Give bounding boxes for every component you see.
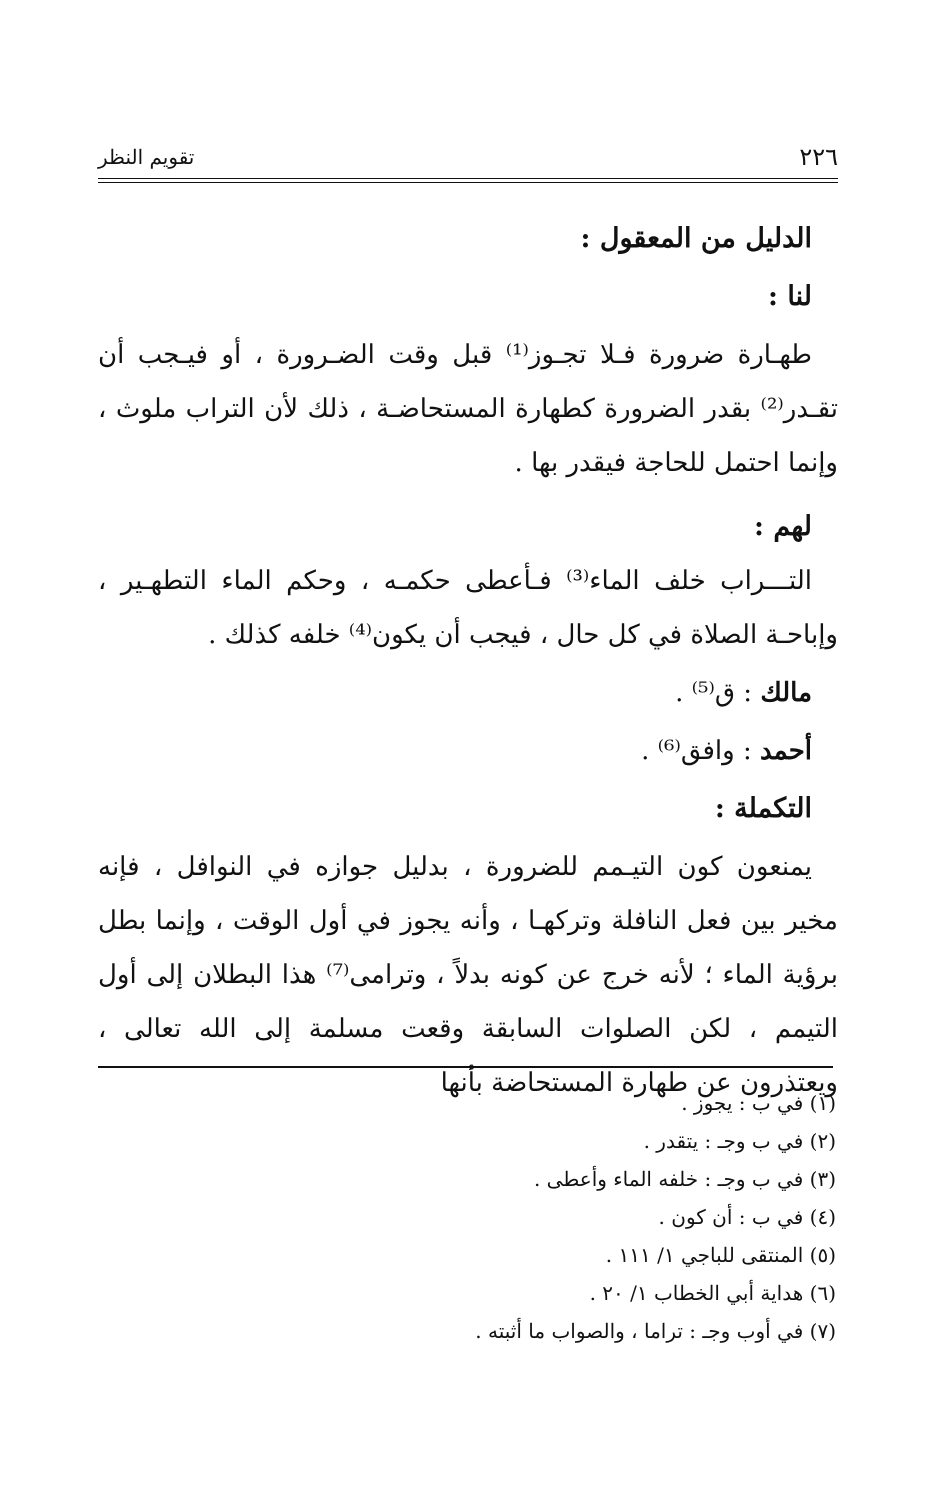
book-title: تقويم النظر (98, 145, 195, 169)
malik-text: : ق⁽⁵⁾ . (675, 678, 761, 708)
heading-rational-evidence: الدليل من المعقول : (580, 223, 812, 254)
heading-their-view: لهم : (753, 511, 812, 542)
header-rule-top (98, 178, 838, 179)
heading-supplement: التكملة : (714, 793, 812, 824)
header-rule-bottom (98, 182, 838, 183)
malik-line (98, 666, 838, 720)
footnote-1: (١) في ب : يجوز . (681, 1091, 836, 1115)
ahmad-line (98, 724, 838, 778)
main-text (98, 212, 838, 1110)
footnote-5: (٥) المنتقى للباجي ١/ ١١١ . (605, 1243, 836, 1267)
footnote-4: (٤) في ب : أن كون . (658, 1205, 836, 1229)
paragraph-our-argument: طهـارة ضرورة فـلا تجـوز⁽¹⁾ قبل وقت الضـرورة ، أو فيـجب أن تقـدر⁽²⁾ بقدر الضرورة كطهارة المستحاضـة ، ذلك لأن التراب ملوث ، وإنما احتمل للحاجة فيقدر بها . (98, 340, 838, 478)
footnote-6: (٦) هداية أبي الخطاب ١/ ٢٠ . (589, 1281, 836, 1305)
paragraph-supplement: يمنعون كون التيـمم للضرورة ، بدليل جوازه في النوافل ، فإنه مخير بين فعل النافلة وتركهـا ، وأنه يجوز في أول الوقت ، وإنما بطل برؤية الماء ؛ لأنه خرج عن كونه بدلاً ، وترامى⁽⁷⁾ هذا البطلان إلى أول التيمم ، لكن الصلوات السابقة وقعت مسلمة إلى الله تعالى ، ويعتذرون عن طهارة المستحاضة بأنها (98, 852, 838, 1098)
footnote-7: (٧) في أوب وجـ : تراما ، والصواب ما أثبته . (475, 1319, 836, 1343)
malik-label: مالك (760, 678, 812, 708)
paragraph-their-argument: التـــراب خلف الماء⁽³⁾ فـأعطى حكمـه ، وحكم الماء التطهـير ، وإباحـة الصلاة في كل حال ، فيجب أن يكون⁽⁴⁾ خلفه كذلك . (98, 566, 838, 650)
running-header (98, 140, 838, 180)
heading-our-view: لنا : (768, 281, 812, 312)
ahmad-label: أحمد (760, 736, 812, 766)
footnote-2: (٢) في ب وجـ : يتقدر . (643, 1129, 836, 1153)
footnote-3: (٣) في ب وجـ : خلفه الماء وأعطى . (533, 1167, 836, 1191)
ahmad-text: : وافق⁽⁶⁾ . (641, 736, 761, 766)
footnotes (98, 1084, 836, 1350)
footnote-separator (98, 1066, 833, 1068)
page-number: ٢٢٦ (799, 143, 838, 171)
